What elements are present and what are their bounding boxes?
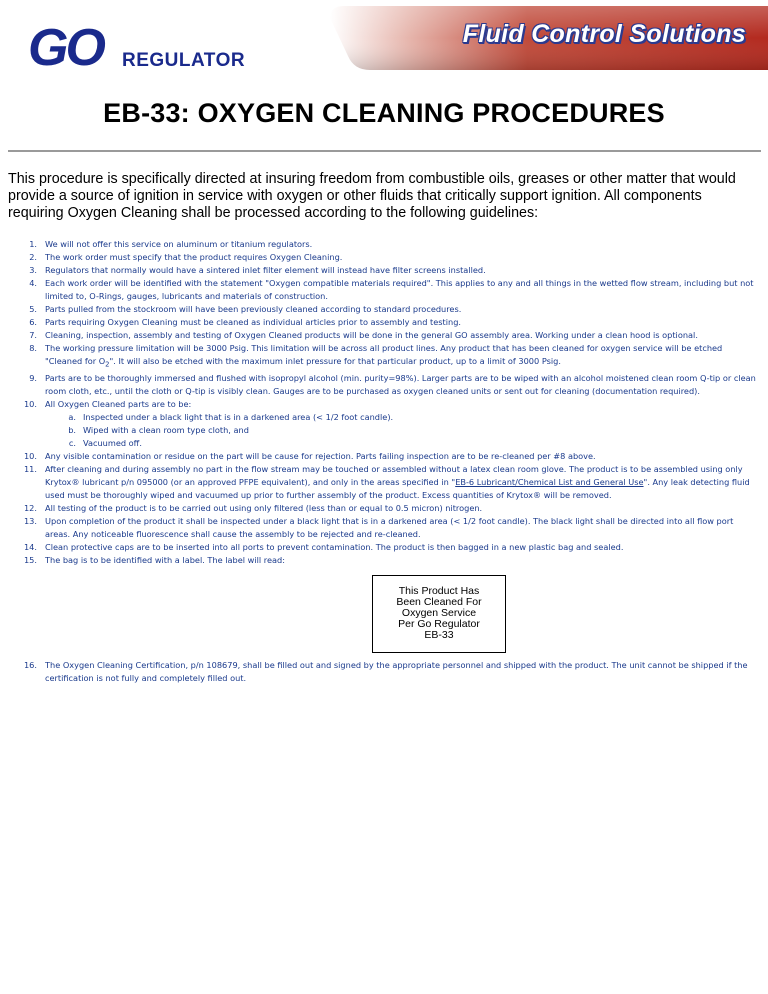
- go-logo-text: GO: [28, 19, 103, 77]
- item-text: Upon completion of the product it shall be inspected under a black light that is in a darkened area (< 1/2 foot candle). The black light shall be directed into all flow port areas. Any noticeable fluorescence shall cause the assembly to be rejected and re-cleaned.: [45, 515, 734, 539]
- item-number: 12.: [23, 502, 37, 513]
- sub-item-letter: a.: [68, 411, 76, 422]
- list-item: [8, 316, 760, 329]
- list-item: [8, 398, 760, 450]
- item-number: 10.: [23, 398, 37, 409]
- item-number: 11.: [23, 463, 37, 474]
- item-text: Any visible contamination or residue on the part will be cause for rejection. Parts failing inspection are to be re-cleaned per #8 above.: [45, 450, 596, 461]
- item-number: 4.: [29, 278, 37, 288]
- item-text: We will not offer this service on aluminum or titanium regulators.: [45, 239, 313, 249]
- item-text: All testing of the product is to be carried out using only filtered (less than or equal to 0.5 micron) nitrogen.: [45, 502, 483, 513]
- item-number: 2.: [29, 252, 37, 262]
- list-item: [8, 554, 760, 653]
- item-number: 9.: [29, 372, 37, 383]
- banner-title: Fluid Control Solutions: [462, 20, 746, 48]
- list-item: [8, 342, 760, 372]
- list-item: [8, 515, 760, 541]
- list-item: [8, 277, 760, 303]
- sub-item-text: Inspected under a black light that is in a darkened area (< 1/2 foot candle).: [83, 411, 394, 422]
- item-text: The Oxygen Cleaning Certification, p/n 108679, shall be filled out and signed by the appropriate personnel and shipped with the product. The unit cannot be shipped if the certification is not fully and completely filled out.: [45, 659, 748, 683]
- item-number: 15.: [23, 554, 37, 565]
- subscript-two: 2: [105, 360, 110, 369]
- list-item: [8, 463, 760, 502]
- item-text: Each work order will be identified with the statement "Oxygen compatible materials required". This applies to any and all things in the wetted flow stream, including but not limited to, O-Rings, gauges, lubricants and materials of construction.: [45, 278, 754, 301]
- eb6-link[interactable]: EB-6 Lubricant/Chemical List and General Use: [455, 476, 644, 487]
- title-divider: [8, 150, 761, 152]
- item-text: Parts are to be thoroughly immersed and flushed with isopropyl alcohol (min. purity=98%). Larger parts are to be wiped with an alcohol moistened clean room Q-tip or clean room cloth, etc., until the cloth or Q-tip is visibly clean. Gauges are to be purchased as oxygen cleaned units or sent out for cleaning (documentation required).: [45, 372, 756, 396]
- procedure-list: [8, 238, 760, 685]
- label-line: Oxygen Service: [401, 607, 477, 620]
- item-number: 1.: [29, 239, 37, 249]
- item-number: 16.: [23, 659, 37, 670]
- list-item: [8, 251, 760, 264]
- product-label-box: [372, 575, 506, 653]
- intro-paragraph: This procedure is specifically directed at insuring freedom from combustible oils, greases or other matter that would provide a source of ignition in service with oxygen or other fluids that critically support ignition. All components requiring Oxygen Cleaning shall be processed according to the following guidelines:: [8, 171, 736, 221]
- list-item: [8, 303, 760, 316]
- item-number: 5.: [29, 304, 37, 314]
- item-number: 8.: [29, 343, 37, 353]
- item-text-part: ". Any leak detecting fluid used must be thoroughly wiped and vacuumed up prior to further assembly of the product. Excess quantities of Krytox® will be removed.: [45, 476, 750, 500]
- item-text-part: After cleaning and during assembly no part in the flow stream may be touched or assembled without a latex clean room glove. The product is to be assembled using only Krytox® lubricant p/n 095000 (or an approved PFPE equivalent), and only in the areas specified in ": [45, 463, 743, 487]
- page-title: EB-33: OXYGEN CLEANING PROCEDURES: [103, 98, 665, 128]
- item-text: Regulators that normally would have a sintered inlet filter element will instead have filter screens installed.: [45, 265, 486, 275]
- sub-list-item: [45, 424, 760, 437]
- item-text: Clean protective caps are to be inserted into all ports to prevent contamination. The product is then bagged in a new plastic bag and sealed.: [45, 541, 624, 552]
- sub-item-letter: b.: [68, 424, 76, 435]
- sub-item-text: Vacuumed off.: [83, 437, 142, 448]
- sub-list-item: [45, 437, 760, 450]
- sub-item-text: Wiped with a clean room type cloth, and: [83, 424, 249, 435]
- item-text: Cleaning, inspection, assembly and testing of Oxygen Cleaned products will be done in the general GO assembly area. Working under a clean hood is optional.: [45, 330, 698, 340]
- item-number: 6.: [29, 317, 37, 327]
- item-text-part: The working pressure limitation will be 3000 Psig. This limitation will be across all product lines. Any product that has been cleaned for oxygen service will be etched "Cleaned for O: [45, 343, 723, 366]
- label-line: Per Go Regulator: [398, 618, 480, 631]
- list-item: [8, 450, 760, 463]
- item-number: 13.: [23, 515, 37, 526]
- item-number: 3.: [29, 265, 37, 275]
- item-text: The work order must specify that the product requires Oxygen Cleaning.: [45, 252, 343, 262]
- sub-list-item: [45, 411, 760, 424]
- sub-item-letter: c.: [68, 437, 76, 448]
- item-text: Parts requiring Oxygen Cleaning must be cleaned as individual articles prior to assembly and testing.: [45, 317, 462, 327]
- list-item: [8, 502, 760, 515]
- item-number: 14.: [23, 541, 37, 552]
- label-line: EB-33: [424, 629, 454, 642]
- label-line: This Product Has: [398, 585, 480, 598]
- item-number: 10.: [23, 450, 37, 461]
- list-item: [8, 329, 760, 342]
- item-text: Parts pulled from the stockroom will have been previously cleaned according to standard procedures.: [45, 304, 462, 314]
- item-text-part: ". It will also be etched with the maximum inlet pressure for that particular product, up to a limit of 3000 Psig.: [109, 356, 561, 366]
- list-item: [8, 541, 760, 554]
- page-header: [0, 0, 768, 84]
- item-number: 7.: [29, 330, 37, 340]
- list-item: [8, 264, 760, 277]
- label-line: Been Cleaned For: [396, 596, 482, 609]
- list-item: [8, 659, 760, 685]
- item-text: The bag is to be identified with a label. The label will read:: [45, 554, 285, 565]
- regulator-logo-text: REGULATOR: [122, 50, 246, 71]
- sub-list: [45, 411, 760, 450]
- list-item: [8, 238, 760, 251]
- item-text: All Oxygen Cleaned parts are to be:: [45, 398, 192, 409]
- list-item: [8, 372, 760, 398]
